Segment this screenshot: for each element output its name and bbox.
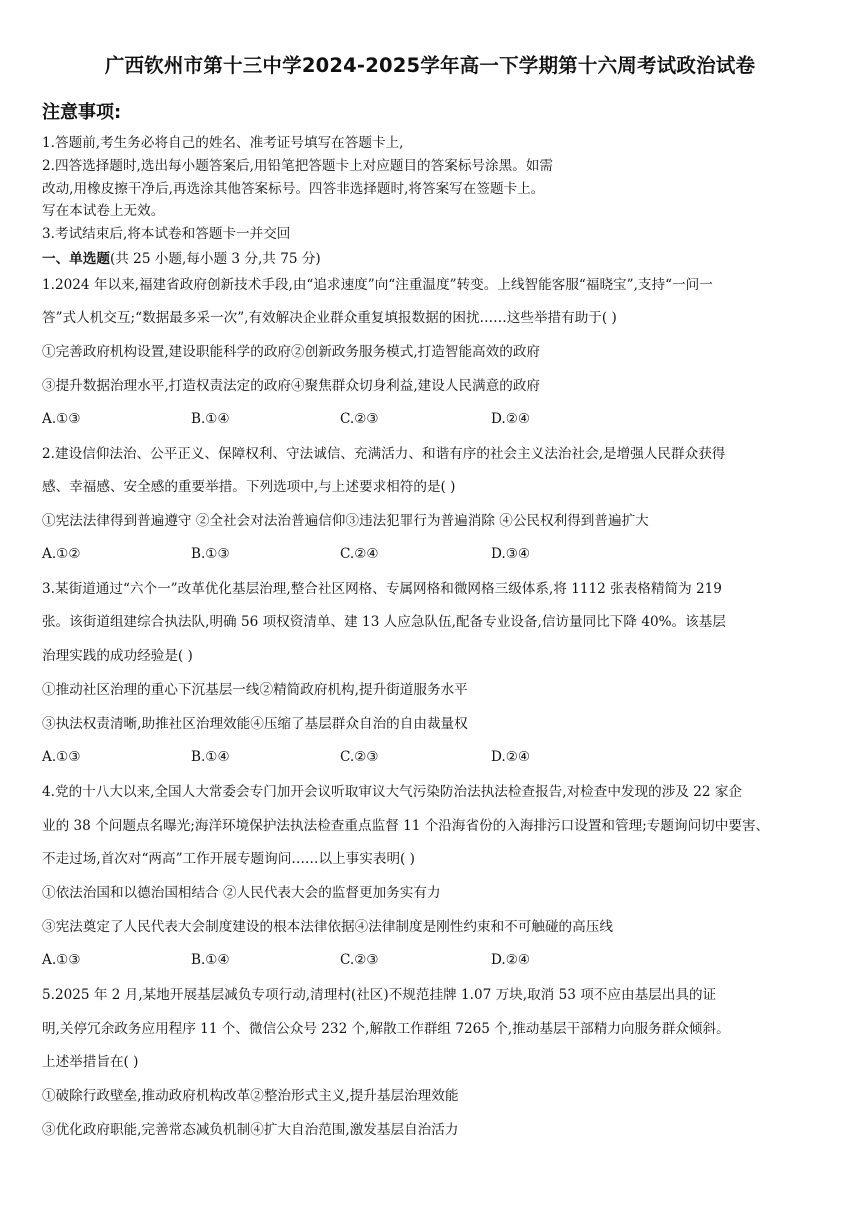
option-a: A.①③ [42, 952, 81, 968]
question-4-statements-1: ①依法治国和以德治国相结合 ②人民代表大会的监督更加务实有力 [42, 885, 441, 901]
question-3-line-1: 3.某街道通过“六个一”改革优化基层治理,整合社区网格、专属网格和微网格三级体系,将 1112 张表格精简为 219 [42, 581, 722, 597]
question-1-line-1: 1.2024 年以来,福建省政府创新技术手段,由“追求速度”向“注重温度”转变。上线智能客服“福晓宝”,支持“一问一 [42, 277, 713, 293]
question-3-line-3: 治理实践的成功经验是( ) [42, 648, 193, 664]
question-1-line-2: 答”式人机交互;“数据最多采一次”,有效解决企业群众重复填报数据的困扰……这些举措有助于( ) [42, 310, 617, 326]
question-5-line-2: 明,关停冗余政务应用程序 11 个、微信公众号 232 个,解散工作群组 7265 个,推动基层干部精力向服务群众倾斜。 [42, 1021, 730, 1037]
option-d: D.③④ [491, 546, 531, 562]
option-b: B.①④ [191, 411, 230, 427]
question-4-line-2: 业的 38 个问题点名曝光;海洋环境保护法执法检查重点监督 11 个沿海省份的入海排污口设置和管理;专题询问切中要害、 [42, 818, 770, 834]
question-1-options [42, 411, 822, 429]
question-2-options [42, 546, 822, 564]
option-b: B.①④ [191, 749, 230, 765]
page-title: 广西钦州市第十三中学2024-2025学年高一下学期第十六周考试政治试卷 [104, 54, 756, 77]
section-heading [42, 247, 321, 267]
option-a: A.①③ [42, 749, 81, 765]
section-label: 一、单选题 [42, 251, 110, 267]
question-5-statements-1: ①破除行政壁垒,推动政府机构改革②整治形式主义,提升基层治理效能 [42, 1088, 459, 1104]
notice-line-2: 2.四答选择题时,选出每小题答案后,用铅笔把答题卡上对应题目的答案标号涂黑。如需 [42, 158, 553, 174]
option-a: A.①② [42, 546, 81, 562]
question-3-line-2: 张。该街道组建综合执法队,明确 56 项权资清单、建 13 人应急队伍,配备专业设备,信访量同比下降 40%。该基层 [42, 614, 726, 630]
question-2-line-2: 感、幸福感、安全感的重要举措。下列选项中,与上述要求相符的是( ) [42, 479, 456, 495]
option-d: D.②④ [491, 952, 531, 968]
option-b: B.①④ [191, 952, 230, 968]
option-c: C.②③ [340, 411, 379, 427]
section-desc: (共 25 小题,每小题 3 分,共 75 分) [109, 251, 321, 267]
option-a: A.①③ [42, 411, 81, 427]
option-d: D.②④ [491, 411, 531, 427]
question-4-line-3: 不走过场,首次对“两高”工作开展专题询问……以上事实表明( ) [42, 851, 415, 867]
question-5-line-3: 上述举措旨在( ) [42, 1054, 139, 1070]
question-2-line-1: 2.建设信仰法治、公平正义、保障权利、守法诚信、充满活力、和谐有序的社会主义法治社会,是增强人民群众获得 [42, 446, 726, 462]
notice-line-4: 写在本试卷上无效。 [42, 203, 165, 219]
option-c: C.②④ [340, 546, 379, 562]
question-5-line-1: 5.2025 年 2 月,某地开展基层减负专项行动,清理村(社区)不规范挂牌 1.07 万块,取消 53 项不应由基层出具的证 [42, 987, 717, 1003]
question-3-options [42, 749, 822, 767]
option-c: C.②③ [340, 749, 379, 765]
option-d: D.②④ [491, 749, 531, 765]
question-3-statements-1: ①推动社区治理的重心下沉基层一线②精简政府机构,提升街道服务水平 [42, 682, 468, 698]
question-2-statements-1: ①宪法法律得到普遍遵守 ②全社会对法治普遍信仰③违法犯罪行为普遍消除 ④公民权利得到普遍扩大 [42, 513, 649, 529]
option-b: B.①③ [191, 546, 230, 562]
question-4-options [42, 952, 822, 970]
option-c: C.②③ [340, 952, 379, 968]
question-1-statements-1: ①完善政府机构设置,建设职能科学的政府②创新政务服务模式,打造智能高效的政府 [42, 344, 541, 360]
question-4-line-1: 4.党的十八大以来,全国人大常委会专门加开会议听取审议大气污染防治法执法检查报告,对检查中发现的涉及 22 家企 [42, 784, 743, 800]
question-1-statements-2: ③提升数据治理水平,打造权责法定的政府④聚焦群众切身利益,建设人民满意的政府 [42, 378, 541, 394]
question-4-statements-2: ③宪法奠定了人民代表大会制度建设的根本法律依据④法律制度是刚性约束和不可触碰的高压线 [42, 919, 613, 935]
notice-line-5: 3.考试结束后,将本试卷和答题卡一并交回 [42, 226, 291, 242]
notice-heading: 注意事项: [42, 102, 122, 123]
question-3-statements-2: ③执法权责清晰,助推社区治理效能④压缩了基层群众自治的自由裁量权 [42, 716, 468, 732]
notice-line-3: 改动,用橡皮擦干净后,再选涂其他答案标号。四答非选择题时,将答案写在签题卡上。 [42, 181, 545, 197]
notice-line-1: 1.答题前,考生务必将自己的姓名、准考证号填写在答题卡上, [42, 135, 404, 151]
question-5-statements-2: ③优化政府职能,完善常态减负机制④扩大自治范围,激发基层自治活力 [42, 1122, 459, 1138]
